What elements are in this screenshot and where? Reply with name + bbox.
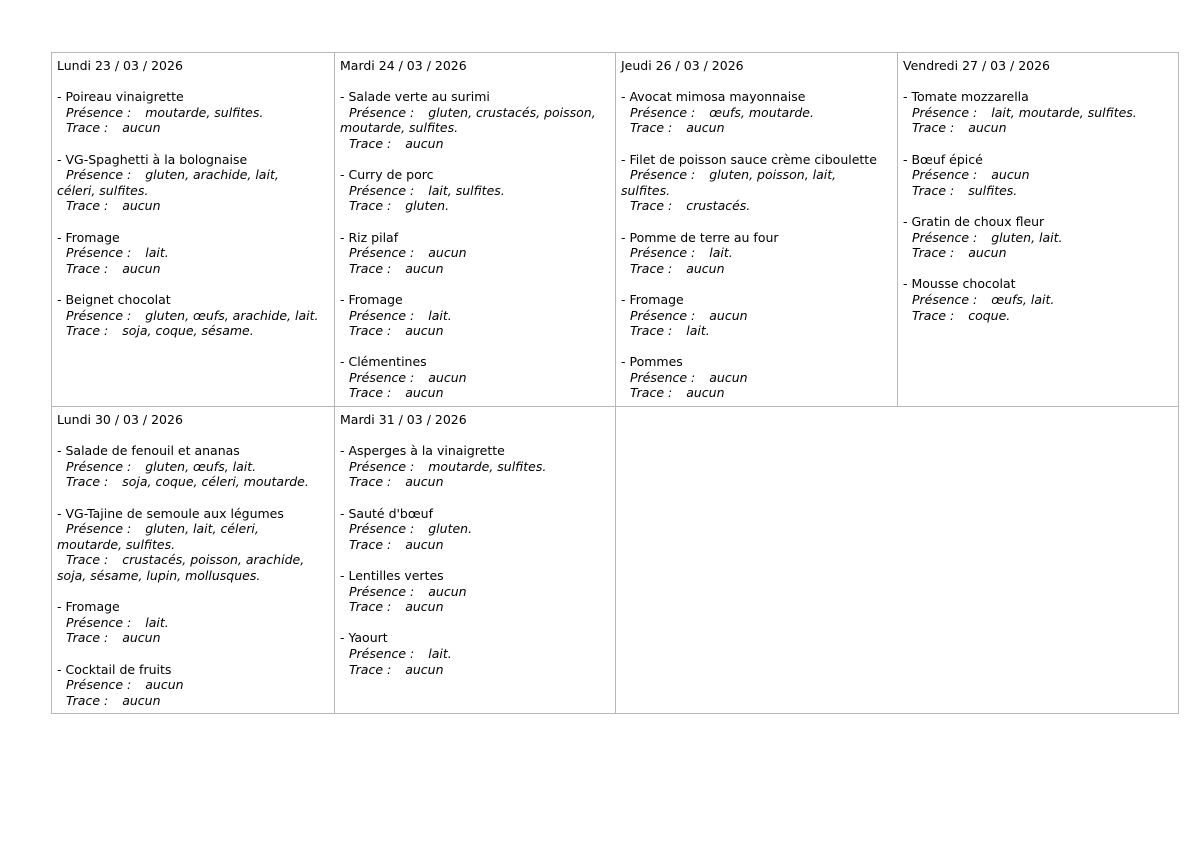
dish-name: - Avocat mimosa mayonnaise [621, 89, 806, 105]
presence-value-continued: sulfites. [621, 182, 671, 198]
dish-item [57, 152, 334, 214]
trace-value: aucun [405, 474, 444, 490]
trace-value: crustacés. [686, 198, 751, 214]
presence-line [340, 459, 615, 475]
presence-label: Présence : [66, 245, 132, 261]
presence-value: gluten, crustacés, poisson, [428, 104, 596, 120]
presence-label: Présence : [630, 104, 696, 120]
dish-item [903, 276, 1178, 323]
trace-line [57, 474, 334, 490]
trace-label: Trace : [349, 661, 392, 677]
menu-table [51, 52, 1179, 714]
presence-value: gluten, œufs, arachide, lait. [145, 307, 319, 323]
presence-label: Présence : [912, 291, 978, 307]
day-cell-jeudi-26 [615, 53, 897, 406]
presence-line [621, 105, 897, 121]
presence-label: Présence : [912, 229, 978, 245]
presence-line [340, 521, 615, 537]
presence-line [903, 105, 1178, 121]
trace-label: Trace : [349, 260, 392, 276]
presence-value: lait. [145, 245, 169, 261]
dish-name: - Fromage [621, 291, 684, 307]
day-date: Jeudi 26 / 03 / 2026 [621, 58, 744, 73]
presence-label: Présence : [912, 167, 978, 183]
presence-line [903, 292, 1178, 308]
presence-line [340, 105, 615, 121]
presence-line [340, 245, 615, 261]
trace-label: Trace : [349, 135, 392, 151]
dish-name: - Bœuf épicé [903, 151, 983, 167]
trace-label: Trace : [912, 182, 955, 198]
trace-line [57, 552, 334, 568]
presence-value: lait, sulfites. [428, 182, 505, 198]
trace-line [621, 261, 897, 277]
trace-value: aucun [405, 135, 444, 151]
dish-name: - Sauté d'bœuf [340, 505, 433, 521]
presence-line [621, 308, 897, 324]
dish-item [621, 152, 897, 214]
dish-name: - Beignet chocolat [57, 291, 171, 307]
day-cell-lundi-23 [52, 53, 334, 406]
trace-line [57, 630, 334, 646]
dish-name: - Mousse chocolat [903, 276, 1016, 292]
trace-label: Trace : [630, 323, 673, 339]
dish-name: - Clémentines [340, 354, 427, 370]
presence-value: gluten, lait, céleri, [145, 521, 259, 537]
trace-line [57, 261, 334, 277]
trace-value: crustacés, poisson, arachide, [122, 552, 305, 568]
day-cell-lundi-30 [52, 406, 334, 713]
dish-item [340, 506, 615, 553]
presence-value: aucun [145, 677, 184, 693]
presence-line [57, 105, 334, 121]
presence-line [57, 521, 334, 537]
presence-value-continued: moutarde, sulfites. [340, 120, 459, 136]
day-cell-mardi-24 [334, 53, 615, 406]
day-date: Mardi 24 / 03 / 2026 [340, 58, 467, 73]
presence-label: Présence : [66, 614, 132, 630]
presence-label: Présence : [66, 458, 132, 474]
day-cell-mardi-31 [334, 406, 615, 713]
dish-name: - Salade verte au surimi [340, 89, 490, 105]
presence-line [621, 167, 897, 183]
trace-value: sulfites. [968, 182, 1018, 198]
presence-line [340, 370, 615, 386]
dish-item [903, 152, 1178, 199]
presence-value: gluten. [428, 521, 473, 537]
presence-value: lait. [428, 307, 452, 323]
trace-label: Trace : [912, 307, 955, 323]
trace-label: Trace : [66, 630, 109, 646]
dish-name: - Filet de poisson sauce crème ciboulette [621, 151, 877, 167]
presence-label: Présence : [349, 245, 415, 261]
trace-value: aucun [968, 120, 1007, 136]
trace-label: Trace : [349, 323, 392, 339]
trace-line [340, 385, 615, 401]
dish-name: - Lentilles vertes [340, 567, 444, 583]
dish-item [621, 292, 897, 339]
presence-line [57, 245, 334, 261]
trace-line [57, 198, 334, 214]
presence-value: aucun [428, 245, 467, 261]
dish-name: - Fromage [340, 291, 403, 307]
trace-label: Trace : [349, 198, 392, 214]
trace-line [340, 261, 615, 277]
presence-line [903, 167, 1178, 183]
presence-value-continued: céleri, sulfites. [57, 182, 149, 198]
trace-label: Trace : [66, 198, 109, 214]
trace-label: Trace : [912, 120, 955, 136]
dish-name: - Asperges à la vinaigrette [340, 443, 505, 459]
dish-name: - Tomate mozzarella [903, 89, 1029, 105]
trace-value: aucun [686, 385, 725, 401]
presence-value: œufs, moutarde. [709, 104, 814, 120]
dish-item [340, 292, 615, 339]
trace-value: aucun [405, 260, 444, 276]
presence-label: Présence : [349, 521, 415, 537]
trace-value: soja, coque, céleri, moutarde. [122, 474, 309, 490]
dish-name: - Pommes [621, 354, 683, 370]
presence-value: aucun [428, 583, 467, 599]
dish-item [621, 89, 897, 136]
dish-item [340, 568, 615, 615]
dish-name: - Salade de fenouil et ananas [57, 443, 240, 459]
trace-value: aucun [405, 536, 444, 552]
dish-name: - VG-Tajine de semoule aux légumes [57, 505, 284, 521]
presence-line [621, 370, 897, 386]
trace-label: Trace : [349, 385, 392, 401]
presence-line [57, 459, 334, 475]
trace-line [621, 198, 897, 214]
presence-value: moutarde, sulfites. [428, 458, 547, 474]
presence-label: Présence : [349, 182, 415, 198]
empty-cell [615, 406, 1178, 713]
trace-line [903, 120, 1178, 136]
trace-label: Trace : [66, 474, 109, 490]
day-date: Lundi 23 / 03 / 2026 [57, 58, 183, 73]
dish-name: - Yaourt [340, 630, 388, 646]
trace-line [340, 537, 615, 553]
trace-label: Trace : [349, 599, 392, 615]
presence-label: Présence : [349, 104, 415, 120]
dish-item [621, 230, 897, 277]
presence-label: Présence : [630, 245, 696, 261]
presence-label: Présence : [349, 369, 415, 385]
presence-line [57, 308, 334, 324]
presence-value: œufs, lait. [991, 291, 1055, 307]
trace-line [57, 120, 334, 136]
trace-value: aucun [405, 661, 444, 677]
presence-label: Présence : [66, 677, 132, 693]
trace-label: Trace : [66, 120, 109, 136]
trace-value: soja, coque, sésame. [122, 323, 254, 339]
dish-item [340, 89, 615, 151]
dish-item [340, 167, 615, 214]
trace-value: aucun [968, 245, 1007, 261]
dish-name: - Cocktail de fruits [57, 661, 172, 677]
presence-label: Présence : [630, 167, 696, 183]
trace-label: Trace : [66, 692, 109, 708]
presence-line [57, 677, 334, 693]
presence-label: Présence : [630, 369, 696, 385]
dish-name: - Fromage [57, 599, 120, 615]
dish-item [57, 506, 334, 584]
trace-value: gluten. [405, 198, 450, 214]
presence-line [340, 183, 615, 199]
presence-label: Présence : [912, 104, 978, 120]
presence-value: gluten, poisson, lait, [709, 167, 837, 183]
trace-line [340, 198, 615, 214]
trace-line [903, 308, 1178, 324]
dish-item [340, 354, 615, 401]
dish-name: - Curry de porc [340, 167, 434, 183]
presence-label: Présence : [66, 167, 132, 183]
trace-line [57, 323, 334, 339]
dish-item [57, 662, 334, 709]
day-date: Vendredi 27 / 03 / 2026 [903, 58, 1051, 73]
dish-name: - Pomme de terre au four [621, 229, 779, 245]
trace-label: Trace : [349, 536, 392, 552]
trace-label: Trace : [630, 385, 673, 401]
trace-label: Trace : [630, 198, 673, 214]
presence-value-continued: moutarde, sulfites. [57, 536, 176, 552]
presence-value: lait. [428, 645, 452, 661]
trace-value: lait. [686, 323, 710, 339]
trace-line [340, 136, 615, 152]
trace-value: aucun [122, 198, 161, 214]
presence-label: Présence : [66, 104, 132, 120]
presence-line [340, 584, 615, 600]
presence-label: Présence : [66, 521, 132, 537]
presence-label: Présence : [66, 307, 132, 323]
trace-line [340, 474, 615, 490]
trace-line [903, 183, 1178, 199]
dish-item [340, 443, 615, 490]
presence-label: Présence : [349, 458, 415, 474]
trace-line [621, 323, 897, 339]
dish-name: - Gratin de choux fleur [903, 213, 1045, 229]
presence-value: lait, moutarde, sulfites. [991, 104, 1137, 120]
dish-item [57, 230, 334, 277]
presence-value: gluten, lait. [991, 229, 1063, 245]
presence-label: Présence : [630, 307, 696, 323]
trace-label: Trace : [630, 260, 673, 276]
trace-label: Trace : [630, 120, 673, 136]
dish-item [340, 630, 615, 677]
trace-line [340, 662, 615, 678]
dish-item [57, 599, 334, 646]
presence-line [57, 167, 334, 183]
trace-label: Trace : [66, 323, 109, 339]
trace-label: Trace : [349, 474, 392, 490]
trace-value: aucun [405, 323, 444, 339]
trace-value: aucun [122, 630, 161, 646]
presence-label: Présence : [349, 583, 415, 599]
trace-line [57, 693, 334, 709]
presence-value: aucun [991, 167, 1030, 183]
trace-value: aucun [686, 120, 725, 136]
trace-value: aucun [122, 692, 161, 708]
dish-name: - Poireau vinaigrette [57, 89, 184, 105]
trace-line [340, 599, 615, 615]
dish-name: - Fromage [57, 229, 120, 245]
presence-value: aucun [709, 307, 748, 323]
day-date: Lundi 30 / 03 / 2026 [57, 412, 183, 427]
trace-label: Trace : [66, 552, 109, 568]
trace-value: aucun [122, 260, 161, 276]
presence-line [621, 245, 897, 261]
presence-label: Présence : [349, 307, 415, 323]
dish-name: - Riz pilaf [340, 229, 399, 245]
trace-value: aucun [405, 385, 444, 401]
dish-item [57, 443, 334, 490]
presence-value: gluten, arachide, lait, [145, 167, 279, 183]
trace-line [621, 385, 897, 401]
trace-label: Trace : [912, 245, 955, 261]
presence-label: Présence : [349, 645, 415, 661]
dish-item [57, 292, 334, 339]
trace-line [903, 245, 1178, 261]
presence-line [903, 230, 1178, 246]
trace-label: Trace : [66, 260, 109, 276]
dish-name: - VG-Spaghetti à la bolognaise [57, 151, 248, 167]
presence-value: lait. [709, 245, 733, 261]
presence-value: aucun [428, 369, 467, 385]
presence-value: aucun [709, 369, 748, 385]
trace-value: aucun [122, 120, 161, 136]
presence-value: moutarde, sulfites. [145, 104, 264, 120]
dish-item [340, 230, 615, 277]
presence-line [340, 308, 615, 324]
trace-value: coque. [968, 307, 1011, 323]
presence-value: gluten, œufs, lait. [145, 458, 257, 474]
presence-value: lait. [145, 614, 169, 630]
dish-item [903, 89, 1178, 136]
trace-line [621, 120, 897, 136]
day-date: Mardi 31 / 03 / 2026 [340, 412, 467, 427]
trace-line [340, 323, 615, 339]
day-cell-vendredi-27 [897, 53, 1178, 406]
dish-item [57, 89, 334, 136]
trace-value: aucun [686, 260, 725, 276]
dish-item [621, 354, 897, 401]
presence-line [57, 615, 334, 631]
trace-value: aucun [405, 599, 444, 615]
trace-value-continued: soja, sésame, lupin, mollusques. [57, 567, 261, 583]
dish-item [903, 214, 1178, 261]
presence-line [340, 646, 615, 662]
